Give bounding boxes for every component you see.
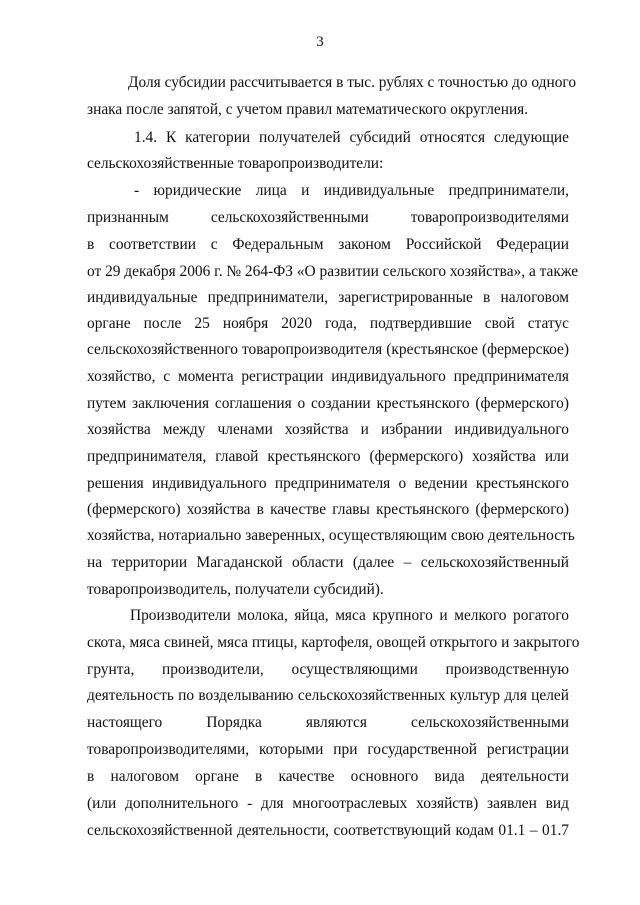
text-line: Доля субсидии рассчитывается в тыс. рублях с точностью до одного — [128, 74, 577, 91]
text-line: органе после 25 ноября 2020 года, подтвердившие свой статус — [87, 315, 569, 332]
text-line: скота, мяса свиней, мяса птицы, картофеля, овощей открытого и закрытого — [87, 634, 580, 651]
page-number: 3 — [316, 34, 324, 50]
text-line: (или дополнительного - для многоотраслевых хозяйств) заявлен вид — [87, 795, 569, 812]
text-line: - юридические лица и индивидуальные предприниматели, — [134, 182, 569, 199]
text-line: путем заключения соглашения о создании крестьянского (фермерского) — [87, 395, 569, 412]
text-line: индивидуальные предприниматели, зарегистрированные в налоговом — [87, 289, 569, 306]
text-line: хозяйства между членами хозяйства и избрании индивидуального — [87, 421, 569, 438]
text-line: признанным сельскохозяйственными товаропроизводителями — [87, 209, 569, 226]
text-line: Производители молока, яйца, мяса крупного и мелкого рогатого — [130, 607, 569, 624]
text-line: грунта, производители, осуществляющими производственную — [87, 661, 569, 678]
text-line: товаропроизводителями, которыми при государственной регистрации — [87, 741, 569, 758]
text-line: сельскохозяйственные товаропроизводители: — [87, 155, 384, 172]
text-line: решения индивидуального предпринимателя о ведении крестьянского — [87, 475, 569, 492]
text-line: (фермерского) хозяйства в качестве главы крестьянского (фермерского) — [87, 501, 569, 518]
text-line: товаропроизводитель, получатели субсидий). — [87, 581, 384, 598]
text-line: предпринимателя, главой крестьянского (фермерского) хозяйства или — [87, 448, 569, 465]
text-line: деятельность по возделыванию сельскохозяйственных культур для целей — [87, 687, 569, 704]
text-line: в соответствии с Федеральным законом Российской Федерации — [87, 236, 569, 253]
text-line: настоящего Порядка являются сельскохозяйственными — [87, 714, 569, 731]
text-line: 1.4. К категории получателей субсидий относятся следующие — [134, 129, 569, 146]
text-line: знака после запятой, с учетом правил математического округления. — [87, 101, 529, 118]
text-line: от 29 декабря 2006 г. № 264-ФЗ «О развитии сельского хозяйства», а также — [87, 263, 579, 280]
text-line: хозяйства, нотариально заверенных, осуществляющим свою деятельность — [87, 527, 575, 544]
text-line: сельскохозяйственной деятельности, соответствующий кодам 01.1 – 01.7 — [87, 822, 569, 839]
text-line: в налоговом органе в качестве основного вида деятельности — [87, 768, 569, 785]
text-line: на территории Магаданской области (далее – сельскохозяйственный — [87, 554, 569, 571]
text-line: хозяйство, с момента регистрации индивидуального предпринимателя — [87, 368, 569, 385]
text-line: сельскохозяйственного товаропроизводителя (крестьянское (фермерское) — [87, 341, 569, 358]
